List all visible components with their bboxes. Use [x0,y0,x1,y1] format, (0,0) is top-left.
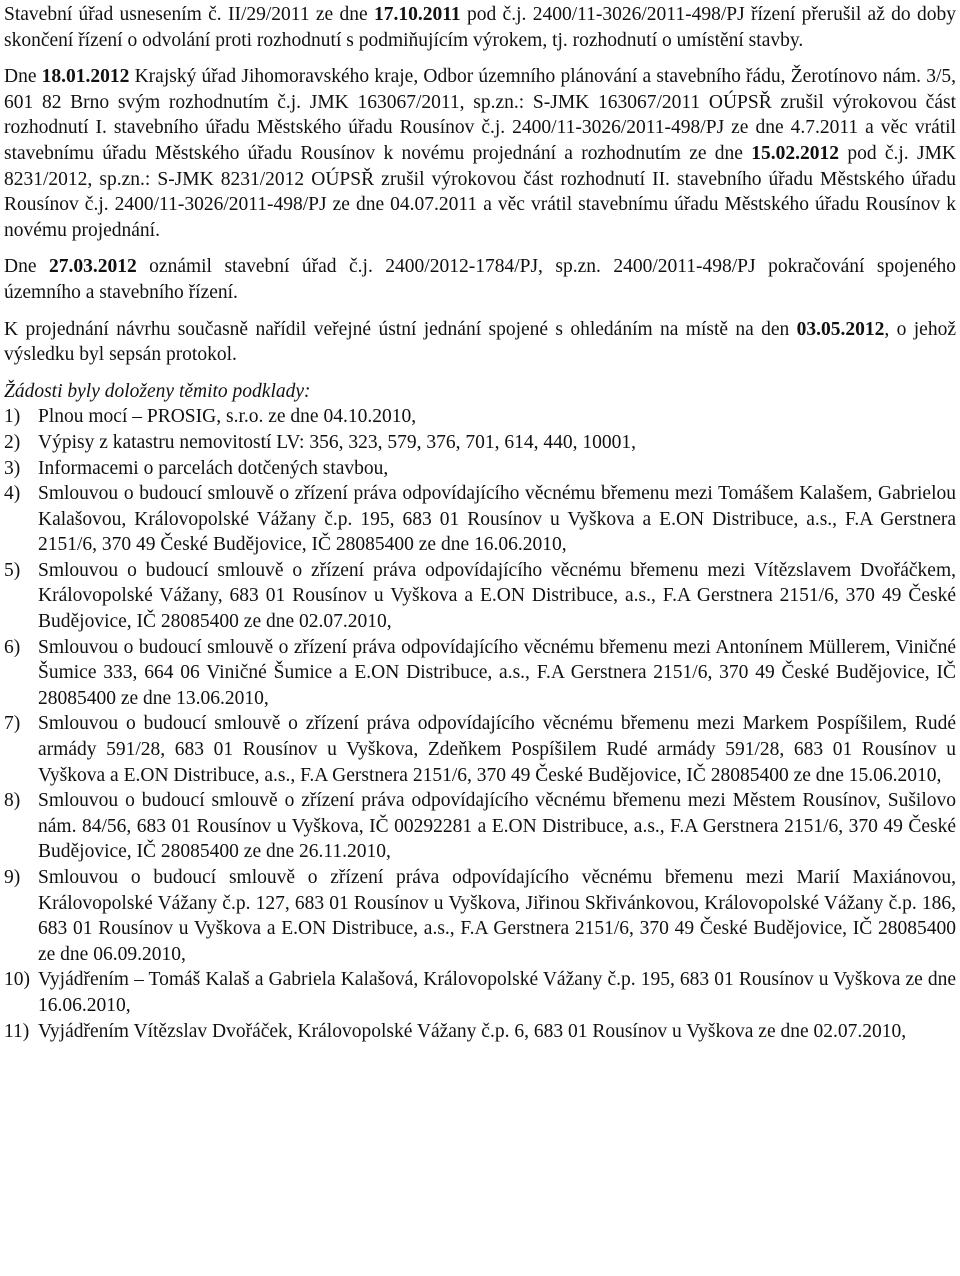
list-item [4,1019,956,1045]
list-item-number: 11) [4,1020,30,1042]
text-run: K projednání návrhu současně nařídil veřejné ústní jednání spojené s ohledáním na místě na den [4,318,797,340]
list-item-text: Smlouvou o budoucí smlouvě o zřízení práva odpovídajícího věcnému břemenu mezi Vítězslavem Dvořáčkem, Královopolské Vážany, 683 01 Rousínov u Vyškova a E.ON Distribuce, a.s., F.A Gerstnera 2151/6, 370 49 České Budějovice, IČ 28085400 ze dne 02.07.2010, [38,559,956,633]
list-item-number: 2) [4,431,21,453]
paragraph-gap [4,368,956,379]
list-item-number: 4) [4,483,21,505]
list-item [4,481,956,558]
list-item [4,404,956,430]
list-item-number: 3) [4,457,21,479]
date-bold: 03.05.2012 [796,318,885,340]
text-run: , o jehož výsledku byl sepsán protokol. [4,318,956,366]
documents-list [4,404,956,1044]
list-item-text: Smlouvou o budoucí smlouvě o zřízení práva odpovídajícího věcnému břemenu mezi Městem Rousínov, Sušilovo nám. 84/56, 683 01 Rousínov u Vyškova, IČ 00292281 a E.ON Distribuce, a.s., F.A Gerstnera 2151/6, 370 49 České Budějovice, IČ 28085400 ze dne 26.11.2010, [38,790,956,863]
paragraph-regional-office [4,64,956,243]
list-item-text: Smlouvou o budoucí smlouvě o zřízení práva odpovídajícího věcnému břemenu mezi Markem Pospíšilem, Rudé armády 591/28, 683 01 Rousínov u Vyškova, Zdeňkem Pospíšilem Rudé armády 591/28, 683 01 Rousínov u Vyškova a E.ON Distribuce, a.s., F.A Gerstnera 2151/6, 370 49 České Budějovice, IČ 28085400 ze dne 15.06.2010, [38,713,956,786]
list-heading: Žádosti byly doloženy těmito podklady: [4,380,311,402]
list-item-text: Smlouvou o budoucí smlouvě o zřízení práva odpovídajícího věcnému břemenu mezi Antonínem Müllerem, Viničné Šumice 333, 664 06 Viničné Šumice a E.ON Distribuce, a.s., F.A Gerstnera 2151/6, 370 49 České Budějovice, IČ 28085400 ze dne 13.06.2010, [38,636,956,709]
list-item-text: Vyjádřením – Tomáš Kalaš a Gabriela Kalašová, Královopolské Vážany č.p. 195, 683 01 Rousínov u Vyškova ze dne 16.06.2010, [38,969,956,1016]
list-item [4,865,956,967]
list-item-text: Smlouvou o budoucí smlouvě o zřízení práva odpovídajícího věcnému břemenu mezi Marií Maxiánovou, Královopolské Vážany č.p. 127, 683 01 Rousínov u Vyškova, Jiřinou Skřivánkovou, Královopolské Vážany č.p. 186, 683 01 Rousínov u Vyškova a E.ON Distribuce, a.s., F.A Gerstnera 2151/6, 370 49 České Budějovice, IČ 28085400 ze dne 06.09.2010, [38,867,956,965]
list-item-number: 6) [4,636,21,658]
list-item [4,711,956,788]
list-item-number: 5) [4,559,21,581]
text-run: oznámil stavební úřad č.j. 2400/2012-1784/PJ, sp.zn. 2400/2011-498/PJ pokračování spojeného územního a stavebního řízení. [4,256,956,303]
date-bold: 15.02.2012 [751,142,840,164]
paragraph-gap [4,306,956,317]
list-item-number: 10) [4,969,30,991]
date-bold: 17.10.2011 [374,4,461,25]
list-item [4,430,956,456]
list-item-number: 1) [4,406,21,428]
paragraph-gap [4,53,956,64]
text-run: Dne [4,66,42,88]
list-item [4,635,956,712]
date-bold: 27.03.2012 [48,256,137,278]
list-item [4,456,956,482]
date-bold: 18.01.2012 [41,66,130,88]
list-item-number: 8) [4,790,21,812]
list-item [4,967,956,1018]
text-run: pod č.j. JMK 8231/2012, sp.zn.: S-JMK 8231/2012 OÚPSŘ zrušil výrokovou část rozhodnutí II. stavebního úřadu Městského úřadu Rousínov č.j. 2400/11-3026/2011-498/PJ ze dne 04.07.2011 a věc vrátil stavebnímu úřadu Městského úřadu Rousínov k novému projednání. [4,142,956,241]
text-run: Krajský úřad Jihomoravského kraje, Odbor územního plánování a stavebního řádu, Žerotínovo nám. 3/5, 601 82 Brno svým rozhodnutím č.j. JMK 163067/2011, sp.zn.: S-JMK 163067/2011 OÚPSŘ zrušil výrokovou část rozhodnutí I. stavebního úřadu Městského úřadu Rousínov č.j. 2400/11-3026/2011-498/PJ ze dne 4.7.2011 a věc vrátil stavebnímu úřadu Městského úřadu Rousínov k novému projednání a rozhodnutím ze dne [4,66,956,164]
list-item-text: Informacemi o parcelách dotčených stavbou, [38,457,389,479]
text-run: Dne [4,256,49,278]
list-item-text: Smlouvou o budoucí smlouvě o zřízení práva odpovídajícího věcnému břemenu mezi Tomášem Kalašem, Gabrielou Kalašovou, Královopolské Vážany č.p. 195, 683 01 Rousínov u Vyškova a E.ON Distribuce, a.s., F.A Gerstnera 2151/6, 370 49 České Budějovice, IČ 28085400 ze dne 16.06.2010, [38,483,956,556]
list-item-text: Plnou mocí – PROSIG, s.r.o. ze dne 04.10.2010, [38,406,417,428]
paragraph-hearing [4,317,956,368]
list-item [4,788,956,865]
text-run: pod č.j. 2400/11-3026/2011-498/PJ řízení přerušil až do doby skončení řízení o odvolání proti rozhodnutí s podmiňujícím výrokem, tj. rozhodnutí o umístění stavby. [4,4,956,51]
paragraph-gap [4,243,956,254]
list-item-text: Výpisy z katastru nemovitostí LV: 356, 323, 579, 376, 701, 614, 440, 10001, [38,431,636,453]
list-item [4,558,956,635]
text-run: Stavební úřad usnesením č. II/29/2011 ze dne [4,4,374,25]
list-item-text: Vyjádřením Vítězslav Dvořáček, Královopolské Vážany č.p. 6, 683 01 Rousínov u Vyškova ze dne 02.07.2010, [38,1020,907,1042]
list-item-number: 7) [4,713,21,735]
paragraph-suspension [4,2,956,53]
paragraph-continuation [4,254,956,305]
list-item-number: 9) [4,867,21,888]
